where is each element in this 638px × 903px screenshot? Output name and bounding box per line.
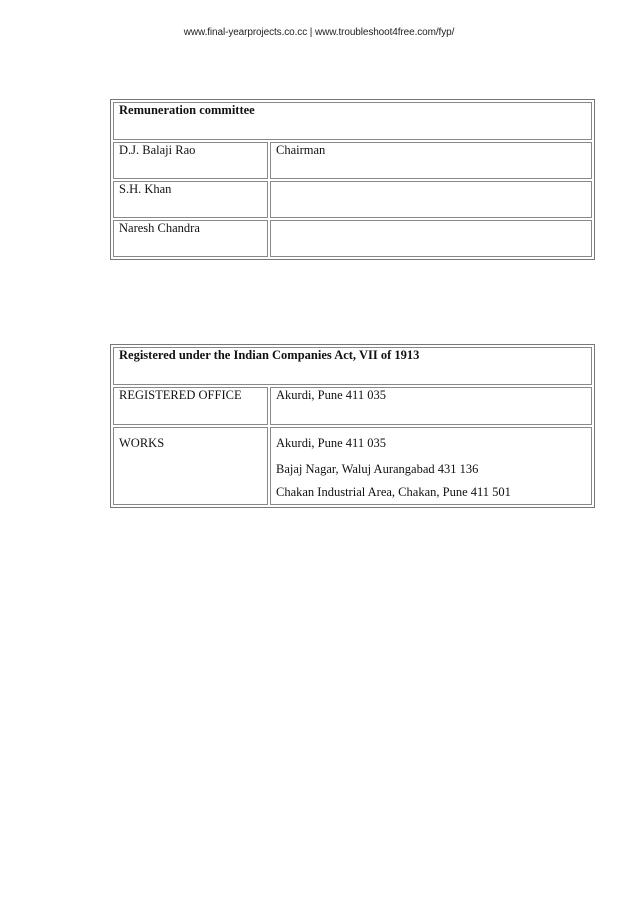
table-header-row (113, 102, 592, 140)
works-addresses (270, 427, 592, 505)
table-row (113, 387, 592, 425)
member-name: D.J. Balaji Rao (113, 142, 268, 179)
member-name: S.H. Khan (113, 181, 268, 218)
member-role (270, 220, 592, 257)
registration-table (110, 344, 595, 508)
member-role: Chairman (270, 142, 592, 179)
member-role (270, 181, 592, 218)
table-row (113, 427, 592, 505)
header-url: www.final-yearprojects.co.cc | www.troubleshoot4free.com/fyp/ (183, 27, 455, 38)
member-name: Naresh Chandra (113, 220, 268, 257)
registered-office-value: Akurdi, Pune 411 035 (270, 387, 592, 425)
table-header-row (113, 347, 592, 385)
works-address-line: Akurdi, Pune 411 035 (276, 436, 386, 450)
remuneration-committee-table (110, 99, 595, 260)
works-label: WORKS (113, 427, 268, 505)
table-row (113, 181, 592, 218)
table-row (113, 220, 592, 257)
registered-office-label: REGISTERED OFFICE (113, 387, 268, 425)
works-address-line: Chakan Industrial Area, Chakan, Pune 411 501 (276, 485, 511, 499)
registration-title: Registered under the Indian Companies Act, VII of 1913 (113, 347, 592, 385)
remuneration-committee-title: Remuneration committee (113, 102, 592, 140)
works-address-line: Bajaj Nagar, Waluj Aurangabad 431 136 (276, 462, 479, 476)
table-row (113, 142, 592, 179)
